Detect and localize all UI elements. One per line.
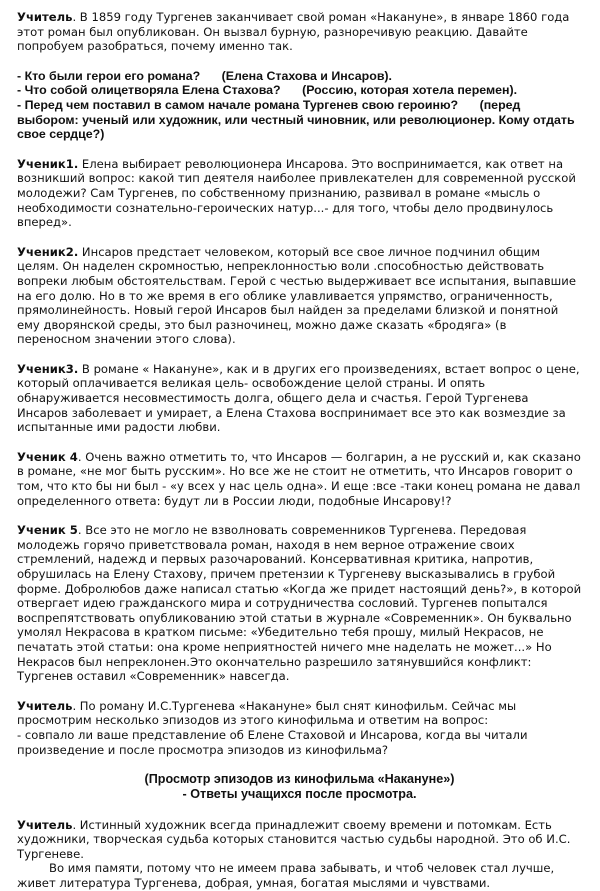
paragraph-text: . Очень важно отметить то, что Инсаров — болгарин, а не русский и, как сказано в романе, «не мог быть русским». Но все же не стоит не отметить, что Инсаров говорит о том, что кто бы ни был - «у всех у нас цель одна». И еще :все -таки конец романа не давал определенного ответа: будут ли в России люди, подобные Инсарову!? (17, 449, 581, 508)
question-item: - Что собой олицетворяла Елена Стахова? (Россию, которая хотела перемен). (17, 83, 518, 98)
closing-text: Во имя памяти, потому что не имеем права забывать, и чтоб человек стал лучше, живет литература Тургенева, добрая, умная, богатая мыслями и чувствами. (17, 861, 555, 890)
student-paragraph (17, 362, 582, 435)
viewing-line: - Ответы учащихся после просмотра. (182, 787, 417, 802)
viewing-line: (Просмотр эпизодов из кинофильма «Накануне») (144, 772, 455, 787)
film-paragraph (17, 699, 582, 757)
speaker-label: Ученик3. (17, 361, 79, 376)
student-paragraph (17, 245, 582, 347)
paragraph-text: . В 1859 году Тургенев заканчивает свой роман «Накануне», в январе 1860 года этот роман был опубликован. Он вызвал бурную, разноречивую реакцию. Давайте попробуем разобраться, почему именно так. (17, 10, 570, 54)
intro-paragraph (17, 10, 582, 54)
paragraph-text: . Все это не могло не взволновать современников Тургенева. Передовая молодежь горячо приветствовала роман, находя в нем верное отражение своих стремлений, надежд и первых разочарований. Консервативная критика, напротив, обрушилась на Елену Стахову, причем претензии к Тургеневу высказывались в грубой форме. Добролюбов даже написал статью «Когда же придет настоящий день?», в которой отвергает идею гражданского мира и сотрудничества сословий. Тургенев попытался воспрепятствовать опубликованию этой статьи в журнале «Современник». Он буквально умолял Некрасова в кратком письме: «Убедительно тебя прошу, милый Некрасов, не печатать этой статьи: она кроме неприятностей ничего мне наделать не может...» Но Некрасов был непреклонен.Это окончательно разрешило затянувшийся конфликт: Тургенев оставил «Современник» навсегда. (17, 523, 582, 684)
paragraph-text: Елена выбирает революционера Инсарова. Это воспринимается, как ответ на возникший вопрос: какой тип деятеля наиболее привлекателен для современной русской молодежи? Сам Тургенев, по собственному признанию, развивал в романе «мысль о необходимости сознательно-героических натур...- для того, чтобы дело продвинулось вперед». (17, 156, 576, 230)
paragraph-text: В романе « Накануне», как и в других его произведениях, встает вопрос о цене, который оплачивается великая цель- освобождение целой страны. И опять обнаруживается несовместимость долга, общего дела и счастья. Герой Тургенева Инсаров заболевает и умирает, а Елена Стахова воспринимает все это как возмездие за испытанные ими радости любви. (17, 361, 580, 435)
paragraph-text: . По роману И.С.Тургенева «Накануне» был снят кинофильм. Сейчас мы просмотрим несколько эпизодов из этого кинофильма и ответим на вопрос: (17, 698, 517, 728)
student-paragraph (17, 523, 582, 684)
student-paragraph (17, 157, 582, 230)
speaker-label: Ученик2. (17, 244, 79, 259)
speaker-label: Учитель (17, 817, 73, 832)
paragraph-text: . Истинный художник всегда принадлежит своему времени и потомкам. Есть художники, творческая судьба которых становится частью судьбы народной. Это об И.С. Тургеневе. (17, 817, 571, 861)
paragraph-text: Инсаров предстает человеком, который все свое личное подчинил общим целям. Он наделен скромностью, непреклонностью воли .способностью действовать вопреки любым обстоятельствам. Герой с честью выдерживает все испытания, выпавшие на его долю. Но в то же время в его облике улавливается упрямство, ограниченность, прямолинейность. Новый герой Инсаров был найден за пределами близкой и понятной ему дворянской среды, это был разночинец, можно даже сказать «бродяга» (в переносном значении этого слова). (17, 244, 576, 347)
viewing-note (17, 772, 582, 802)
student-paragraph (17, 450, 582, 508)
speaker-label: Ученик1. (17, 156, 79, 171)
film-question: - совпало ли ваше представление об Елене Стаховой и Инсарова, когда вы читали произведение и после просмотра эпизодов из кинофильма? (17, 727, 528, 757)
question-item: - Перед чем поставил в самом начале романа Тургенев свою героиню? (перед выбором: ученый или художник, или честный чиновник, или революционер. Кому отдать свое сердце?) (17, 97, 575, 142)
speaker-label: Ученик 5 (17, 523, 78, 538)
closing-paragraph (17, 818, 582, 891)
speaker-label: Учитель (17, 698, 73, 713)
speaker-label: Учитель (17, 10, 73, 24)
question-list (17, 69, 582, 142)
speaker-label: Ученик 4 (17, 449, 78, 464)
question-item: - Кто были герои его романа? (Елена Стахова и Инсаров). (17, 68, 392, 83)
